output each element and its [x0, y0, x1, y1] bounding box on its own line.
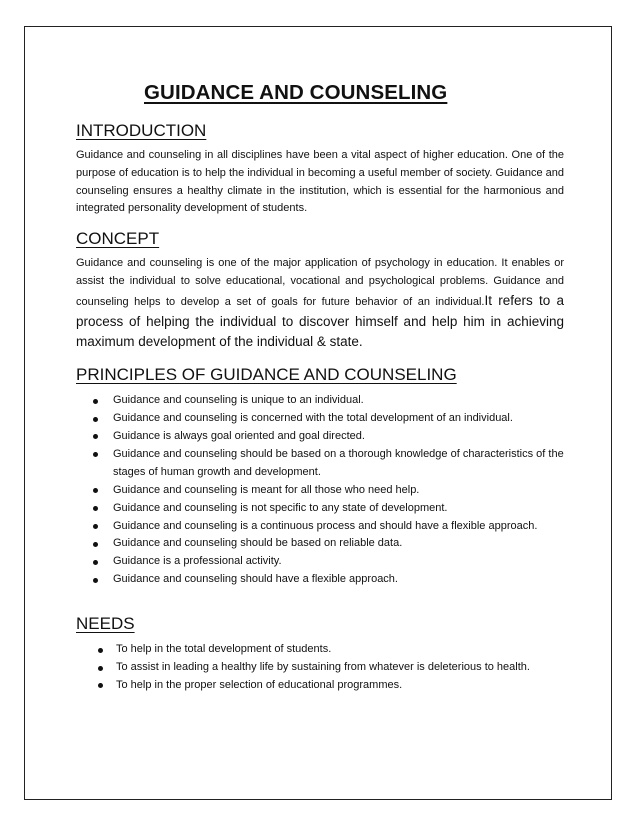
bullet-icon [93, 488, 98, 493]
list-item-text: Guidance and counseling is concerned with the total development of an individual. [113, 412, 513, 425]
list-item-text: Guidance is always goal oriented and goal directed. [113, 429, 365, 442]
principles-list [76, 392, 564, 589]
list-item-text: To help in the proper selection of educational programmes. [116, 678, 403, 691]
concept-paragraph [76, 255, 564, 353]
concept-heading: CONCEPT [76, 229, 160, 249]
list-item [76, 518, 564, 536]
list-item [76, 392, 564, 410]
bullet-icon [93, 524, 98, 529]
list-item-text: Guidance and counseling is unique to an individual. [113, 394, 364, 407]
list-item-text: Guidance is a professional activity. [113, 555, 282, 568]
bullet-icon [93, 434, 98, 439]
list-item-text: Guidance and counseling is meant for all those who need help. [113, 483, 420, 496]
list-item-text: Guidance and counseling is not specific to any state of development. [113, 501, 448, 514]
list-item [76, 659, 564, 677]
bullet-icon [98, 683, 103, 688]
list-item-text: Guidance and counseling is a continuous process and should have a flexible approach. [113, 519, 538, 532]
list-item [76, 482, 564, 500]
list-item-text: To help in the total development of students. [116, 643, 332, 656]
concept-text: Guidance and counseling is one of the major application of psychology in education. It enables or assist the individual to solve educational, vocational and psychological problems. Guidance and counseling helps to develop a set of goals for future behavior of an individual. [76, 257, 564, 308]
bullet-icon [93, 542, 98, 547]
introduction-paragraph: Guidance and counseling in all disciplines have been a vital aspect of higher education. One of the purpose of education is to help the individual in becoming a useful member of society. Guidance and counseling ensures a healthy climate in the institution, which is essential for the harmonious and integrated personality development of students. [76, 149, 564, 215]
list-item [76, 571, 564, 589]
list-item [76, 410, 564, 428]
bullet-icon [93, 452, 98, 457]
bullet-icon [93, 399, 98, 404]
concept-emphasis-text: It refers to a process of helping the individual to discover himself and help him in achieving maximum development of the individual & state. [76, 292, 564, 350]
list-item-text: Guidance and counseling should be based on a thorough knowledge of characteristics of the stages of human growth and development. [113, 447, 564, 478]
bullet-icon [93, 506, 98, 511]
needs-list [76, 641, 564, 695]
document-body [76, 78, 564, 695]
list-item-text: Guidance and counseling should have a flexible approach. [113, 573, 398, 586]
list-item [76, 677, 564, 695]
list-item [76, 553, 564, 571]
document-title: GUIDANCE AND COUNSELING [144, 81, 448, 104]
bullet-icon [93, 578, 98, 583]
principles-heading: PRINCIPLES OF GUIDANCE AND COUNSELING [76, 365, 457, 385]
introduction-heading: INTRODUCTION [76, 121, 207, 140]
bullet-icon [98, 648, 103, 653]
list-item [76, 500, 564, 518]
bullet-icon [93, 417, 98, 422]
list-item-text: To assist in leading a healthy life by sustaining from whatever is deleterious to health. [116, 661, 530, 674]
bullet-icon [93, 560, 98, 565]
list-item [76, 641, 564, 659]
needs-heading: NEEDS [76, 614, 135, 634]
list-item [76, 446, 564, 482]
list-item [76, 535, 564, 553]
list-item-text: Guidance and counseling should be based on reliable data. [113, 537, 403, 550]
list-item [76, 428, 564, 446]
bullet-icon [98, 666, 103, 671]
